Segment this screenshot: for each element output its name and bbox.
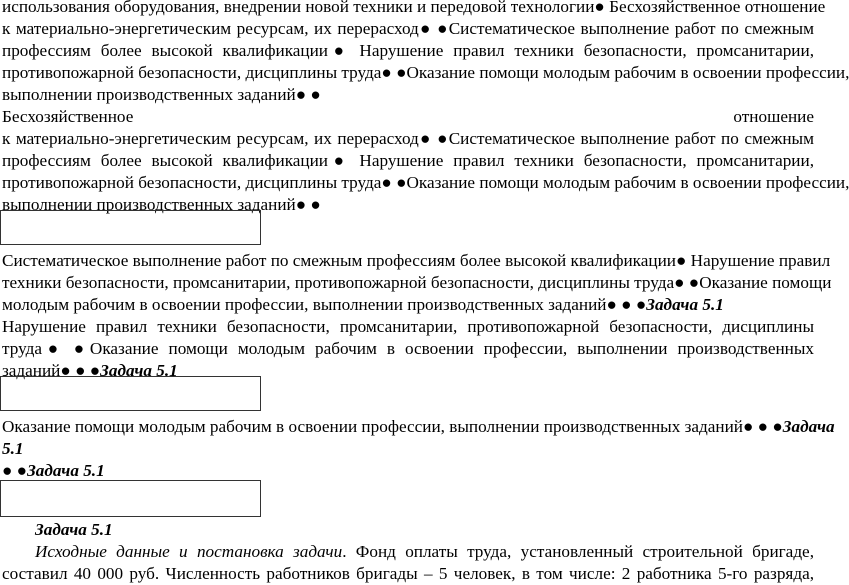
text-line: к материально-энергетическим ресурсам, их перерасход● ●Систематическое выполнение работ по смежным (2, 129, 814, 148)
text-line (2, 460, 814, 482)
task-text: . Фонд оплаты труда, установленный строительной бригаде, (342, 542, 814, 561)
task-paragraph: составил 40 000 руб. Численность работников бригады – 5 человек, в том числе: 2 работника 5-го разряда, (2, 564, 814, 583)
text-line: Бесхозяйственное отношение (2, 107, 814, 126)
text-line: техники безопасности, промсанитарии, противопожарной безопасности, дисциплины труда● ●Оказание помощи (2, 273, 832, 292)
text-line: выполнении производственных заданий● ● (2, 85, 321, 104)
text-line: противопожарной безопасности, дисциплины труда● ●Оказание помощи молодым рабочим в освоении профессии, (2, 173, 849, 192)
task-label: Задача 5.1 (27, 461, 105, 480)
task-label: Задача 5.1 (100, 361, 178, 380)
text-line: выполнении производственных заданий● ● (2, 195, 321, 214)
task-heading: Задача 5.1 (35, 520, 113, 539)
text-line (2, 438, 814, 460)
empty-box (0, 480, 261, 517)
text-fragment: заданий● ● ● (2, 361, 101, 380)
text-line: Нарушение правил техники безопасности, промсанитарии, противопожарной безопасности, дисциплины (2, 317, 814, 336)
text-line: к материально-энергетическим ресурсам, их перерасход● ●Систематическое выполнение работ по смежным (2, 19, 814, 38)
task-lead: Исходные данные и постановка задачи (35, 542, 343, 561)
text-line: профессиям более высокой квалификации● Нарушение правил техники безопасности, промсанитарии, (2, 151, 814, 170)
text-line: труда● ●Оказание помощи молодым рабочим в освоении профессии, выполнении производственных (2, 339, 814, 358)
text-line: использования оборудования, внедрении новой техники и передовой технологии● Бесхозяйственное отношение (2, 0, 826, 16)
task-label: Задача 5.1 (646, 295, 724, 314)
text-line: Систематическое выполнение работ по смежным профессиям более высокой квалификации● Нарушение правил (2, 251, 831, 270)
text-line: профессиям более высокой квалификации● Нарушение правил техники безопасности, промсанитарии, (2, 41, 814, 60)
text-fragment: ● ● (2, 461, 28, 480)
text-line (2, 416, 835, 438)
task-paragraph (35, 541, 814, 563)
empty-box (0, 376, 261, 411)
text-fragment: Оказание помощи молодым рабочим в освоении профессии, выполнении производственных заданий● ● ● (2, 417, 783, 436)
text-fragment: молодым рабочим в освоении профессии, выполнении производственных заданий● ● ● (2, 295, 647, 314)
empty-box (0, 210, 261, 245)
task-label: 5.1 (2, 439, 24, 458)
text-line (2, 294, 814, 316)
text-line: противопожарной безопасности, дисциплины труда● ●Оказание помощи молодым рабочим в освоении профессии, (2, 63, 849, 82)
task-label: Задача (782, 417, 835, 436)
